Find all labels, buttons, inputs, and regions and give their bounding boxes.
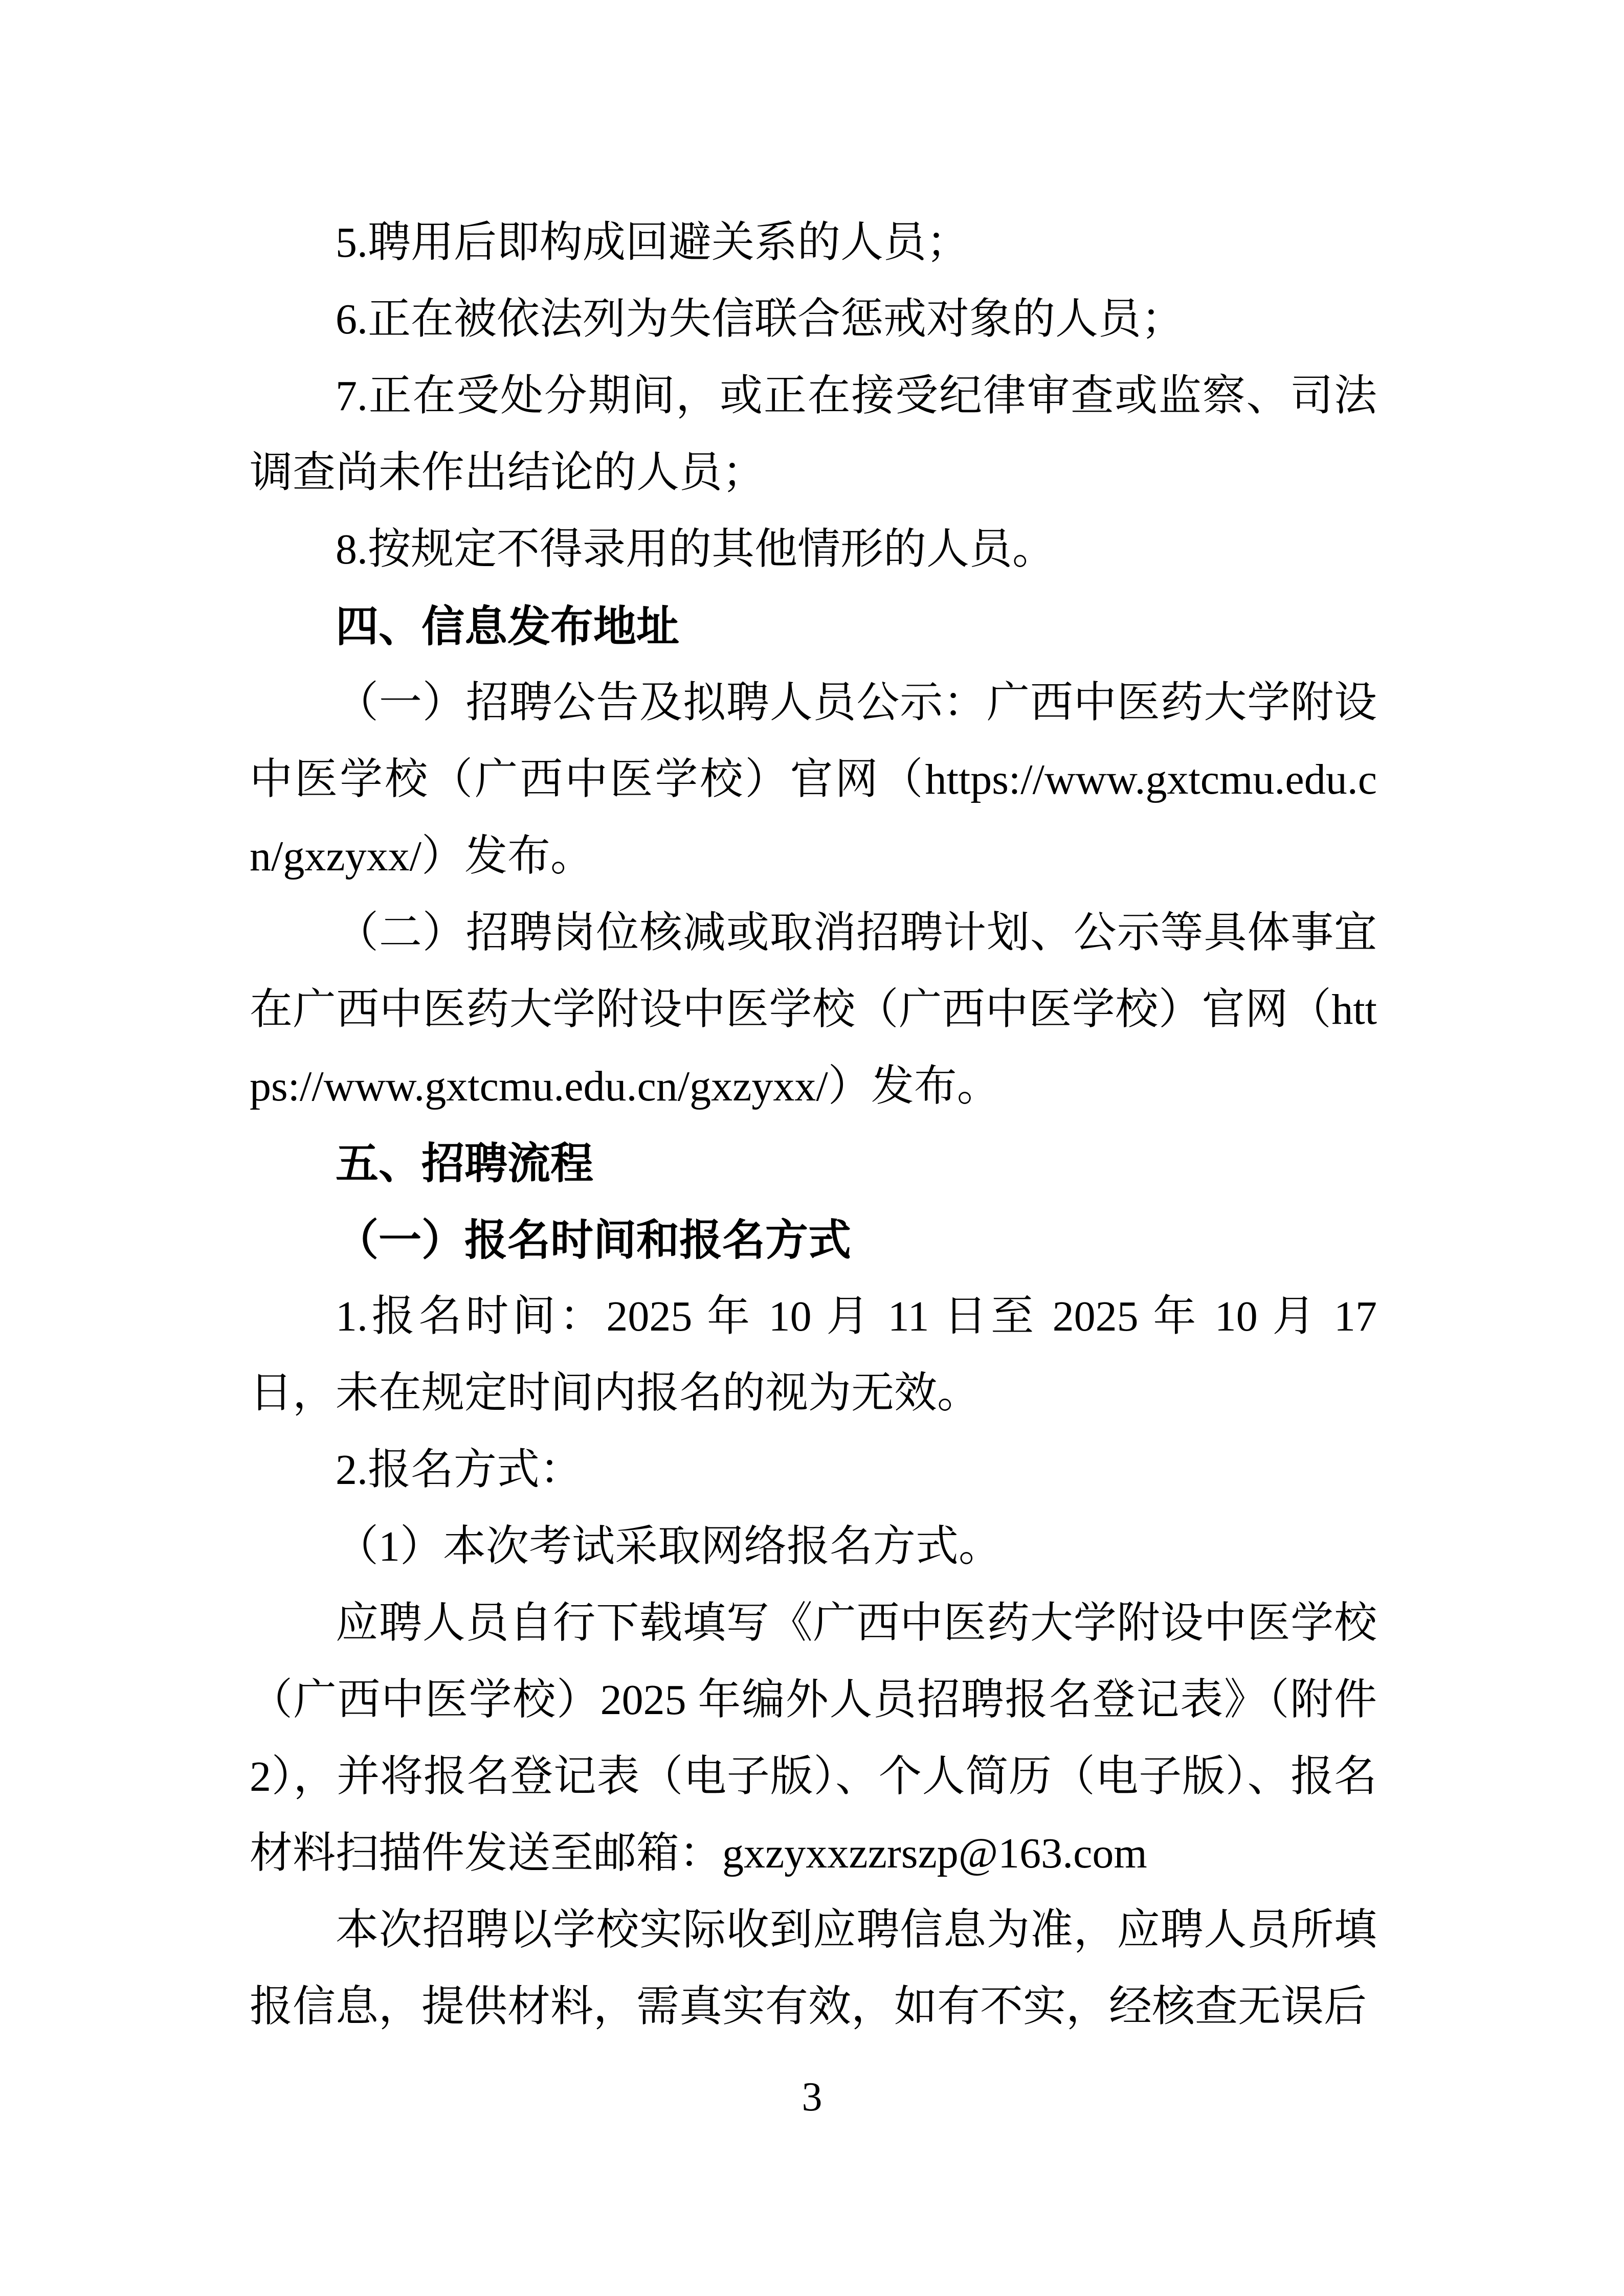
paragraph: （1）本次考试采取网络报名方式。	[336, 1523, 1002, 1570]
section-subheading: （一）报名时间和报名方式	[336, 1216, 852, 1264]
section-heading: 五、招聘流程	[336, 1139, 594, 1187]
paragraph: 6.正在被依法列为失信联合惩戒对象的人员；	[336, 296, 1185, 343]
paragraph: （二）招聘岗位核减或取消招聘计划、公示等具体事宜在广西中医药大学附设中医学校（广西中医学校）官网（https://www.gxtcmu.edu.cn/gxzyxx/）发布。	[250, 909, 1377, 1110]
section-heading: 四、信息发布地址	[336, 602, 680, 650]
paragraph: 应聘人员自行下载填写《广西中医药大学附设中医学校（广西中医学校）2025 年编外人员招聘报名登记表》（附件 2），并将报名登记表（电子版）、个人简历（电子版）、报名材料扫描件发送至邮箱：gxzyxxzzrszp@163.com	[250, 1600, 1377, 1877]
paragraph: 本次招聘以学校实际收到应聘信息为准，应聘人员所填报信息，提供材料，需真实有效，如有不实，经核查无误后	[250, 1906, 1377, 2031]
page-footer	[0, 2075, 1624, 2119]
paragraph: 8.按规定不得录用的其他情形的人员。	[336, 526, 1056, 573]
paragraph: （一）招聘公告及拟聘人员公示：广西中医药大学附设中医学校（广西中医学校）官网（https://www.gxtcmu.edu.cn/gxzyxx/）发布。	[250, 679, 1377, 880]
paragraph: 1.报名时间：2025 年 10 月 11 日至 2025 年 10 月 17 日，未在规定时间内报名的视为无效。	[250, 1293, 1377, 1417]
page-number: 3	[802, 2075, 822, 2120]
paragraph: 2.报名方式：	[336, 1446, 583, 1494]
paragraph: 5.聘用后即构成回避关系的人员；	[336, 219, 970, 266]
document-body	[250, 205, 1377, 2045]
paragraph: 7.正在受处分期间，或正在接受纪律审查或监察、司法调查尚未作出结论的人员；	[250, 372, 1377, 497]
